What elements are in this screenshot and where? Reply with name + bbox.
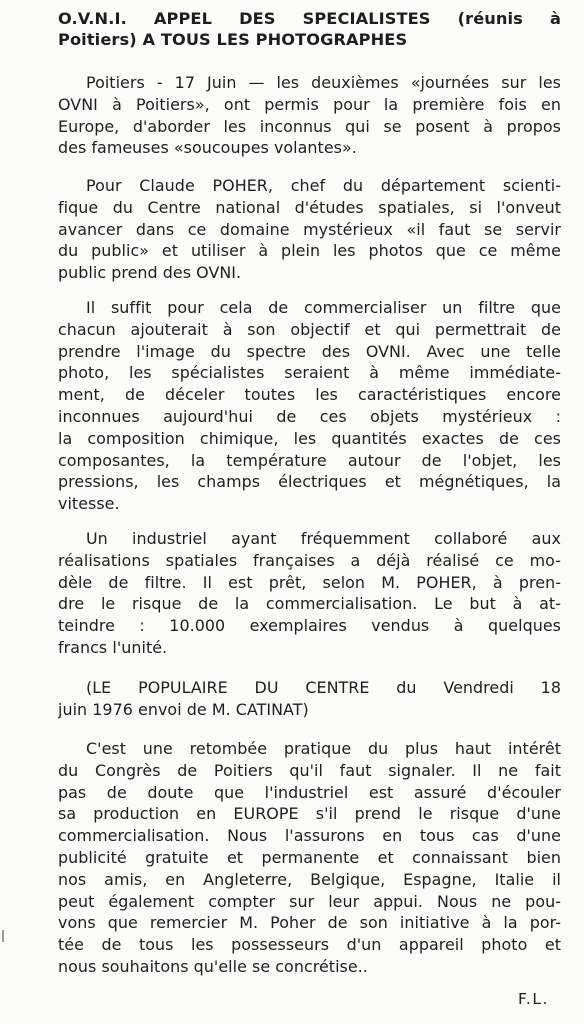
text-line: ment, de déceler toutes les caractéristiques encore [58, 385, 561, 405]
text-line: sa production en EUROPE s'il prend le risque d'une [58, 804, 561, 824]
margin-mark [2, 930, 4, 942]
paragraph-commentary [58, 738, 561, 978]
text-line: francs l'unité. [58, 637, 168, 657]
text-line: vons que remercier M. Poher de son initiative à la por- [58, 913, 561, 933]
text-line: teindre : 10.000 exemplaires vendus à quelques [58, 616, 561, 636]
text-line: des fameuses «soucoupes volantes». [58, 138, 357, 158]
text-line: prendre l'image du spectre des OVNI. Avec une telle [58, 341, 561, 361]
text-line: du public» et utiliser à plein les photos que ce même [58, 241, 561, 261]
text-line: pas de doute que l'industriel est assuré d'écouler [58, 782, 561, 802]
text-line: nos amis, en Angleterre, Belgique, Espagne, Italie il [58, 869, 561, 889]
text-line: Un industriel ayant fréquemment collaboré aux [86, 529, 561, 548]
text-line: dèle de filtre. Il est prêt, selon M. POHER, à pren- [58, 572, 561, 592]
article-title [58, 8, 561, 50]
title-line: O.V.N.I. APPEL DES SPECIALISTES (réunis à [58, 9, 561, 28]
title-line: Poitiers) A TOUS LES PHOTOGRAPHES [58, 30, 408, 49]
text-line: (LE POPULAIRE DU CENTRE du Vendredi 18 [86, 678, 561, 697]
text-line: commercialisation. Nous l'assurons en tous cas d'une [58, 826, 561, 846]
text-line: publicité gratuite et permanente et connaissant bien [58, 847, 561, 867]
text-line: OVNI à Poitiers», ont permis pour la première fois en [58, 94, 561, 114]
text-line: pressions, les champs électriques et mégnétiques, la [58, 472, 561, 492]
text-line: réalisations spatiales françaises a déjà réalisé ce mo- [58, 550, 561, 570]
text-line: dre le risque de la commercialisation. Le but à at- [58, 594, 561, 614]
text-line: nous souhaitons qu'elle se concrétise.. [58, 956, 368, 976]
paragraph-intro [58, 72, 561, 159]
text-line: tée de tous les possesseurs d'un appareil photo et [58, 935, 561, 955]
text-line: inconnues aujourd'hui de ces objets mystérieux : [58, 406, 561, 426]
text-line: public prend des OVNI. [58, 263, 242, 283]
paragraph-filter [58, 297, 561, 515]
text-line: la composition chimique, les quantités exactes de ces [58, 428, 561, 448]
text-line: C'est une retombée pratique du plus haut intérêt [86, 739, 561, 758]
text-line: Il suffit pour cela de commercialiser un filtre que [86, 298, 561, 317]
text-line: juin 1976 envoi de M. CATINAT) [58, 699, 309, 719]
text-line: photo, les spécialistes seraient à même immédiate- [58, 363, 561, 383]
author-signature: F.L. [518, 990, 549, 1008]
paragraph-industriel [58, 528, 561, 659]
text-line: Europe, d'aborder les inconnus qui se posent à propos [58, 116, 561, 136]
text-line: fique du Centre national d'études spatiales, si l'onveut [58, 197, 561, 217]
paragraph-poher [58, 175, 561, 284]
text-line: Poitiers - 17 Juin — les deuxièmes «journées sur les [86, 73, 561, 92]
text-line: vitesse. [58, 494, 120, 514]
text-line: composantes, la température autour de l'objet, les [58, 450, 561, 470]
text-line: avancer dans ce domaine mystérieux «il faut se servir [58, 219, 561, 239]
paragraph-source [58, 677, 561, 721]
text-line: chacun ajouterait à son objectif et qui permettrait de [58, 319, 561, 339]
text-line: du Congrès de Poitiers qu'il faut signaler. Il ne fait [58, 760, 561, 780]
text-line: Pour Claude POHER, chef du département scienti- [86, 176, 561, 195]
text-line: peut également compter sur leur appui. Nous ne pou- [58, 891, 561, 911]
